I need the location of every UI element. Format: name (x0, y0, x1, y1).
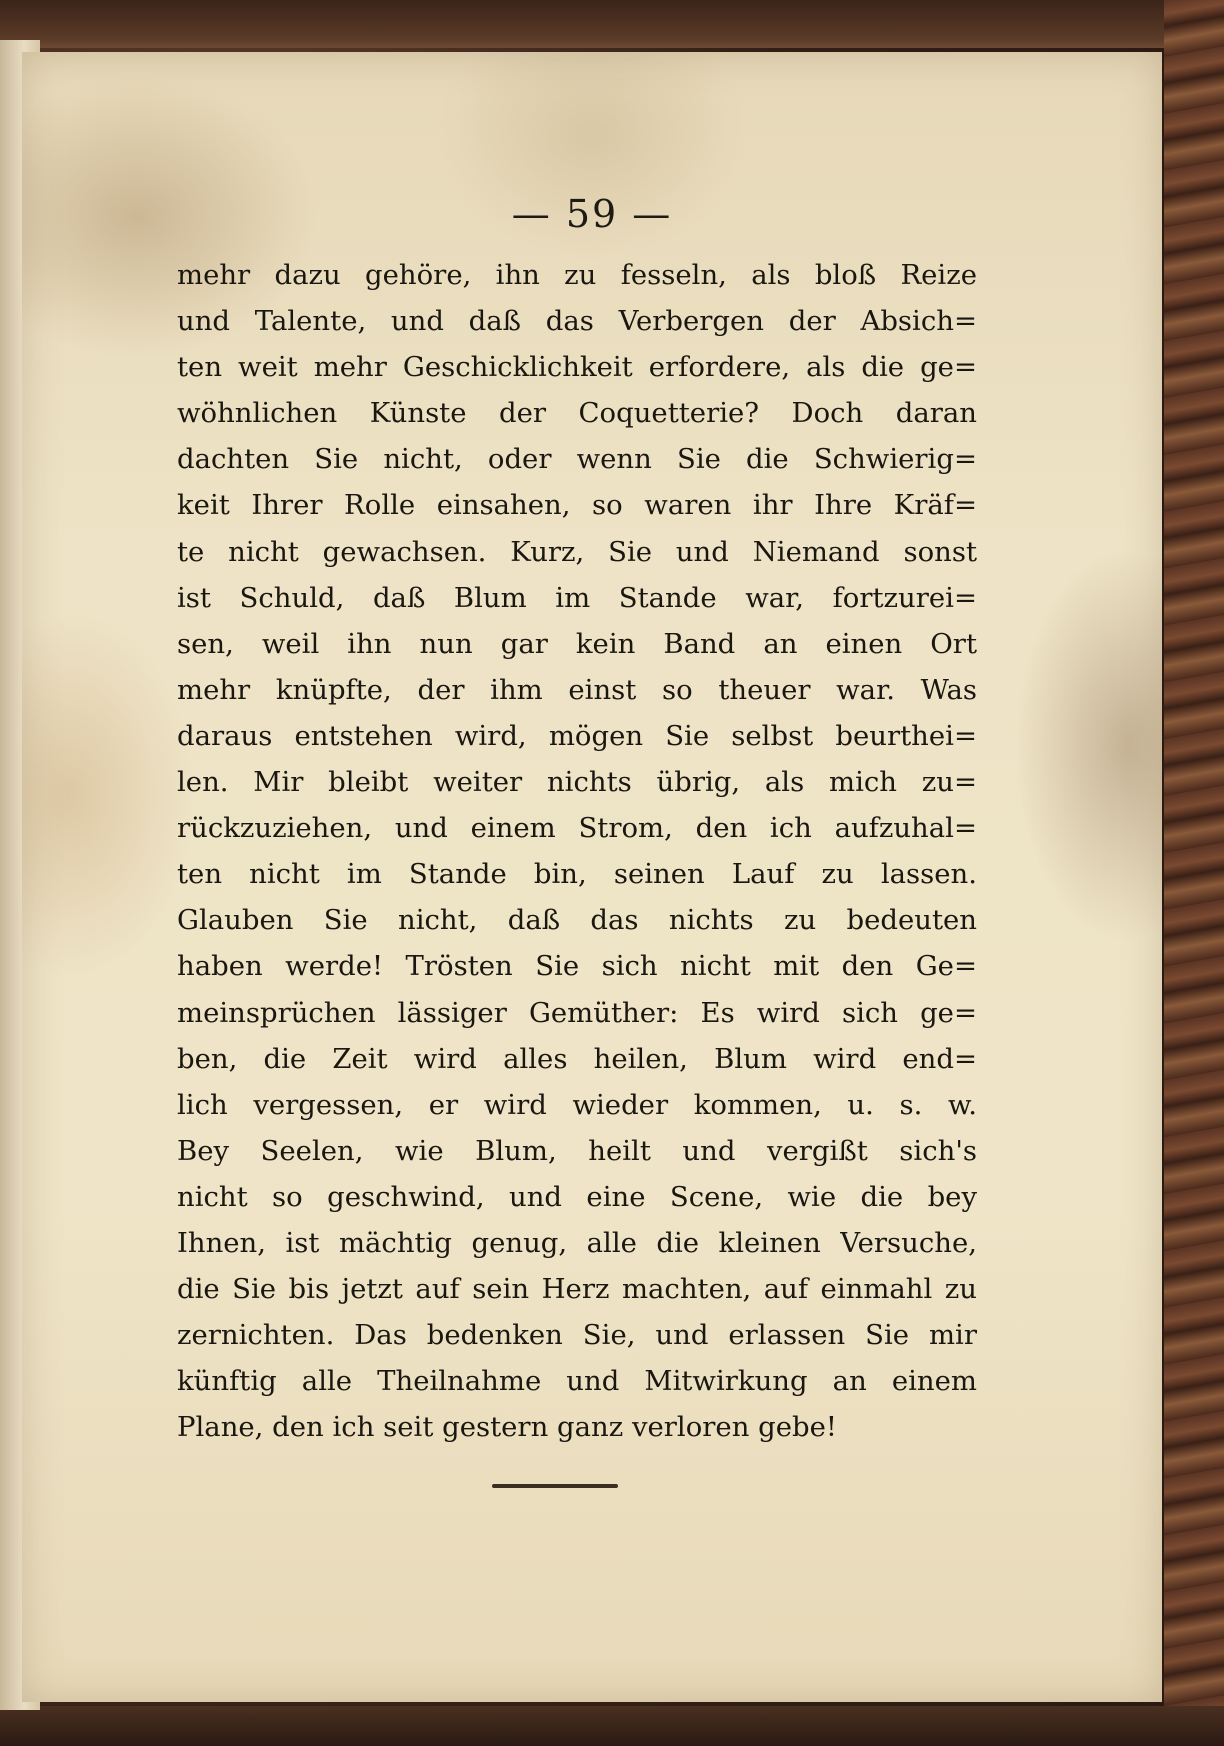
text-line: meinsprüchen lässiger Gemüther: Es wird sich ge= (177, 996, 977, 1029)
text-line: rückzuziehen, und einem Strom, den ich aufzuhal= (177, 812, 977, 845)
text-line: ten nicht im Stande bin, seinen Lauf zu lassen. (177, 858, 977, 891)
text-line: Plane, den ich seit gestern ganz verloren gebe! (177, 1411, 837, 1444)
text-line: mehr knüpfte, der ihm einst so theuer war. Was (177, 673, 977, 706)
text-line: keit Ihrer Rolle einsahen, so waren ihr Ihre Kräf= (177, 489, 977, 522)
text-line: die Sie bis jetzt auf sein Herz machten, auf einmahl zu (177, 1273, 977, 1306)
text-line: sen, weil ihn nun gar kein Band an einen Ort (177, 627, 977, 660)
book-page (22, 52, 1162, 1702)
text-line: Bey Seelen, wie Blum, heilt und vergißt sich's (177, 1134, 977, 1167)
text-line: ben, die Zeit wird alles heilen, Blum wird end= (177, 1042, 977, 1075)
page-number-header: — 59 — (511, 192, 673, 236)
text-line: haben werde! Trösten Sie sich nicht mit den Ge= (177, 950, 977, 983)
text-line: len. Mir bleibt weiter nichts übrig, als mich zu= (177, 766, 977, 799)
text-line: ist Schuld, daß Blum im Stande war, fortzurei= (177, 581, 977, 614)
text-line: zernichten. Das bedenken Sie, und erlassen Sie mir (177, 1319, 977, 1352)
text-line: ten weit mehr Geschicklichkeit erfordere, als die ge= (177, 351, 977, 384)
text-line: lich vergessen, er wird wieder kommen, u. s. w. (177, 1088, 977, 1121)
text-line: dachten Sie nicht, oder wenn Sie die Schwierig= (177, 443, 977, 476)
book-cover-bottom (0, 1706, 1224, 1746)
text-line: mehr dazu gehöre, ihn zu fesseln, als bloß Reize (177, 259, 977, 291)
text-line: daraus entstehen wird, mögen Sie selbst beurthei= (177, 719, 977, 752)
text-line: wöhnlichen Künste der Coquetterie? Doch daran (177, 397, 977, 430)
closing-rule (492, 1484, 618, 1488)
text-line: te nicht gewachsen. Kurz, Sie und Niemand sonst (177, 535, 977, 568)
text-line: Glauben Sie nicht, daß das nichts zu bedeuten (177, 904, 977, 937)
text-line: Ihnen, ist mächtig genug, alle die kleinen Versuche, (177, 1226, 977, 1259)
text-line: und Talente, und daß das Verbergen der Absich= (177, 305, 977, 338)
text-line: nicht so geschwind, und eine Scene, wie die bey (177, 1180, 977, 1213)
book-cover-top (0, 0, 1224, 48)
text-line: künftig alle Theilnahme und Mitwirkung an einem (177, 1365, 977, 1398)
book-cover-right (1164, 0, 1224, 1746)
body-text (177, 252, 977, 1450)
